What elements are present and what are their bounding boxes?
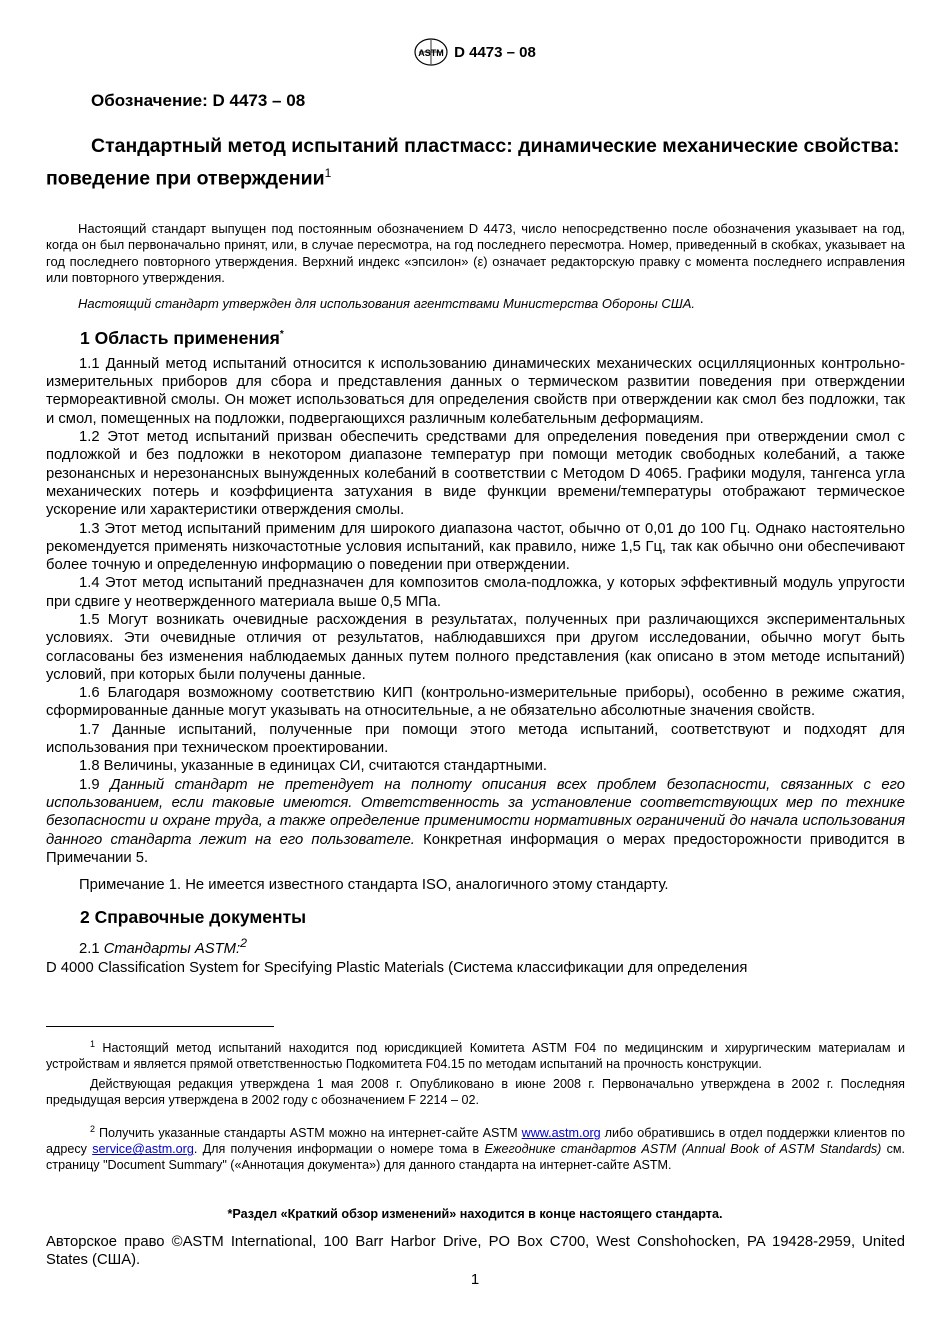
intro-paragraph: Настоящий стандарт выпущен под постоянным обозначением D 4473, число непосредственно после обозначения указывает на год, когда он был первоначально принят, или, в случае пересмотра, на год последнего пересмотра. Номер, приведенный в скобках, указывает на год последнего повторного утверждения. Верхний индекс «эпсилон» (ε) означает редакторскую правку с момента последнего исправления или повторного утверждения.: [46, 220, 905, 285]
paragraph-2-1-label: Стандарты ASTM:: [103, 941, 241, 958]
page-title: [46, 133, 905, 193]
page-header: [0, 38, 950, 71]
paragraph-1-2: 1.2 Этот метод испытаний призван обеспечить средствами для определения поведения при отверждении смол с подложкой и без подложки в некотором диапазоне температур при помощи методик свободных колебаний, а также резонансных и нерезонансных вынужденных колебаний в соответствии с Методом D 4065. Графики модуля, тангенса угла механических потерь и коэффициента затухания в виде функции времени/температуры отображают термическое ускорение или характеристики отверждения смолы.: [46, 429, 905, 519]
paragraph-2-1-number: 2.1: [79, 941, 100, 958]
copyright: Авторское право ©ASTM International, 100 Barr Harbor Drive, PO Box C700, West Conshohocken, PA 19428-2959, United States (США).: [46, 1234, 905, 1268]
paragraph-2-1: [46, 934, 905, 958]
footnote-2-text-c: . Для получения информации о номере тома в: [193, 1142, 480, 1157]
reference-d4000: D 4000 Classification System for Specifying Plastic Materials (Система классификации для определения: [46, 959, 748, 976]
section-2-heading: 2 Справочные документы: [80, 907, 307, 928]
section-2-body: [46, 934, 905, 977]
footnote-2: [46, 1121, 905, 1173]
astm-logo-icon: [414, 38, 448, 66]
astm-website-link[interactable]: www.astm.org: [521, 1126, 601, 1141]
paragraph-1-7: 1.7 Данные испытаний, полученные при помощи этого метода испытаний, соответствуют и подходят для использования при техническом проектировании.: [46, 721, 905, 757]
footnote-1-mark: 1: [90, 1039, 96, 1049]
paragraph-1-1: 1.1 Данный метод испытаний относится к использованию динамических механических осцилляционных контрольно-измерительных приборов для сбора и представления данных о термическом развитии поведения при отверждении термореактивной смолы. Он может использоваться для определения свойств при отверждении как смол без подложки, так и смол, помещенных на подложки, подвергающихся различным колебательным деформациям.: [46, 355, 905, 427]
svg-text:ASTM: ASTM: [418, 48, 444, 58]
header-code: D 4473 – 08: [454, 43, 536, 61]
intro-approval: Настоящий стандарт утвержден для использования агентствами Министерства Обороны США.: [78, 295, 695, 311]
paragraph-1-5: 1.5 Могут возникать очевидные расхождения в результатах, полученных при различающихся экспериментальных условиях. Эти очевидные отличия от результатов, наблюдавшихся при другом исследовании, обычно могут быть согласованы без изменения наблюдаемых данных путем полного представления (как описано в этом методе испытаний) условий, при которых были получены данные.: [46, 611, 905, 683]
section-1-heading: [80, 324, 905, 349]
section-1-mark: *: [279, 329, 284, 340]
paragraph-1-9-number: 1.9: [79, 776, 100, 793]
summary-note: *Раздел «Краткий обзор изменений» находится в конце настоящего стандарта.: [227, 1207, 723, 1221]
paragraph-2-1-mark: 2: [240, 936, 247, 951]
astm-email-link[interactable]: service@astm.org: [92, 1142, 194, 1157]
footnote-divider: [46, 1026, 274, 1027]
paragraph-1-3: 1.3 Этот метод испытаний применим для широкого диапазона частот, обычно от 0,01 до 100 Гц. Однако настоятельно рекомендуется применять низкочастотные условия испытаний, как правило, ниже 1,5 Гц, так как обычно они обеспечивают более точную и определенную информацию о поведении при отверждении.: [46, 520, 905, 574]
footnote-2-text-a: Получить указанные стандарты ASTM можно на интернет-сайте ASTM: [99, 1126, 518, 1141]
paragraph-1-9: [46, 776, 905, 867]
footnote-2-text-b: либо обратившись в отдел поддержки клиентов по адресу: [46, 1126, 905, 1157]
paragraph-1-8: 1.8 Величины, указанные в единицах СИ, считаются стандартными.: [79, 758, 548, 775]
paragraph-1-9-italic: Данный стандарт не претендует на полноту описания всех проблем безопасности, связанных с его использованием, если таковые имеются. Ответственность за установление соответствующих мер по технике безопасности и охране труда, а также определение применимости нормативных ограничений до начала использования данного стандарта лежит на его пользователе.: [46, 776, 905, 848]
designation: Обозначение: D 4473 – 08: [91, 91, 306, 110]
footnote-2-italic: Ежегоднике стандартов ASTM (Annual Book of ASTM Standards): [484, 1142, 882, 1157]
document-body: [46, 90, 905, 977]
paragraph-1-6: 1.6 Благодаря возможному соответствию КИП (контрольно-измерительные приборы), особенно в режиме сжатия, сформированные данные могут указывать на относительные, а не обязательно абсолютные значения свойств.: [46, 685, 905, 720]
paragraph-1-4: 1.4 Этот метод испытаний предназначен для композитов смола-подложка, у которых эффективный модуль упругости при сдвиге у неотвержденного материала выше 0,5 МПа.: [46, 575, 905, 610]
footnote-1: [46, 1036, 905, 1072]
paragraph-1-9-rest: Конкретная информация о мерах предосторожности приводится в Примечании 5.: [46, 831, 905, 866]
footnotes: [46, 1036, 905, 1173]
footnote-1-edition: Действующая редакция утверждена 1 мая 2008 г. Опубликовано в июне 2008 г. Первоначально утверждена в 2002 г. Последняя предыдущая версия утверждена в 2002 году с обозначением F 2214 – 02.: [46, 1077, 905, 1108]
title-text: Стандартный метод испытаний пластмасс: динамические механические свойства: поведение при отверждении: [46, 135, 900, 190]
section-1-heading-text: 1 Область применения: [80, 327, 280, 348]
footnote-2-mark: 2: [90, 1124, 96, 1135]
footnote-1-text: Настоящий метод испытаний находится под юрисдикцией Комитета ASTM F04 по медицинским и хирургическим материалам и устройствам и является прямой ответственностью Подкомитета F04.15 по методам испытаний на прочность конструкции.: [46, 1041, 905, 1072]
page-number: 1: [470, 1271, 480, 1288]
title-footnote-mark: 1: [324, 166, 332, 180]
footnote-2-text-d: см. страницу "Document Summary" («Аннотация документа») для данного стандарта на интернет-сайте ASTM.: [46, 1142, 906, 1173]
note-1: Примечание 1. Не имеется известного стандарта ISO, аналогичного этому стандарту.: [79, 877, 669, 894]
section-1-body: [46, 355, 905, 895]
